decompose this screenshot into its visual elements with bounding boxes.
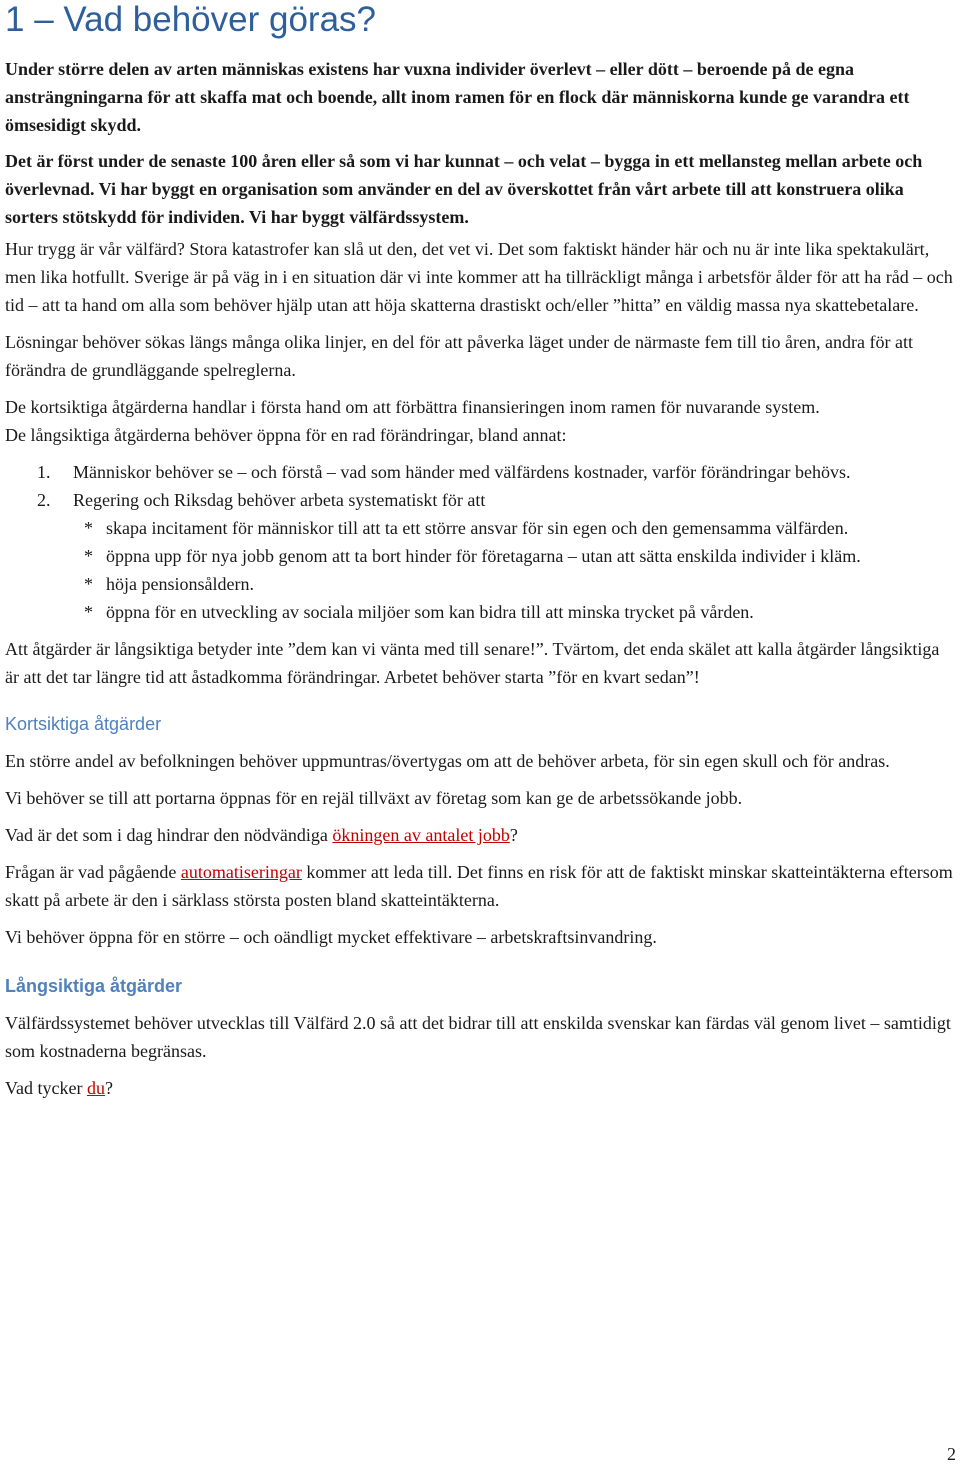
text-fragment: Vad är det som i dag hindrar den nödvändiga: [5, 825, 333, 845]
sub-list-item: [73, 542, 953, 570]
text-fragment: Frågan är vad pågående: [5, 862, 181, 882]
text-fragment: Vad tycker: [5, 1078, 87, 1098]
document-page: [5, 0, 953, 1102]
sub-list-item: [73, 570, 953, 598]
short-term-paragraph: De kortsiktiga åtgärderna handlar i första hand om att förbättra finansieringen inom ramen för nuvarande system.: [5, 397, 820, 417]
list-number: 1.: [37, 462, 51, 482]
list-item-text: Människor behöver se – och förstå – vad som händer med välfärdens kostnader, varför förändringar behövs.: [73, 462, 851, 482]
sub-list-text: öppna för en utveckling av sociala miljöer som kan bidra till att minska trycket på vården.: [106, 602, 754, 622]
short-term-text-3: [5, 821, 953, 849]
sub-list: [73, 514, 953, 626]
sub-list-text: skapa incitament för människor till att ta ett större ansvar för sin egen och den gemensamma välfärden.: [106, 518, 849, 538]
star-bullet: *: [84, 518, 93, 538]
list-number: 2.: [37, 490, 51, 510]
intro-paragraph-1: Under större delen av arten människas existens har vuxna individer överlevt – eller dött – beroende på de egna ansträngningarna för att skaffa mat och boende, allt inom ramen för en flock där människorna kunde ge varandra ett ömsesidigt skydd.: [5, 59, 910, 135]
short-term-text-5: Vi behöver öppna för en större – och oändligt mycket effektivare – arbetskraftsinvandring.: [5, 927, 657, 947]
wait-paragraph: Att åtgärder är långsiktiga betyder inte ”dem kan vi vänta med till senare!”. Tvärtom, det enda skälet att kalla åtgärder långsiktiga är att det tar längre tid att åstadkomma förändringar. Arbetet behöver starta ”för en kvart sedan”!: [5, 639, 940, 687]
sub-list-item: [73, 514, 953, 542]
star-bullet: *: [84, 546, 93, 566]
text-fragment: ?: [104, 1078, 113, 1098]
intro-paragraph-2: Det är först under de senaste 100 åren eller så som vi har kunnat – och velat – bygga in ett mellansteg mellan arbete och överlevnad. Vi har byggt en organisation som använder en del av överskottet från vårt arbete till att konstruera olika sorters stötskydd för individen. Vi har byggt välfärdssystem.: [5, 151, 923, 227]
sub-list-text: höja pensionsåldern.: [106, 574, 254, 594]
solutions-paragraph: Lösningar behöver sökas längs många olika linjer, en del för att påverka läget under de närmaste fem till tio åren, andra för att förändra de grundläggande spelreglerna.: [5, 332, 913, 380]
long-term-heading: Långsiktiga åtgärder: [5, 976, 183, 996]
text-fragment: kommer att leda till. Det finns en risk för att de faktiskt minskar skatteintäkterna eftersom skatt på arbete är den i särklass största posten bland skatteintäkterna.: [5, 862, 953, 910]
measures-list: [5, 458, 953, 626]
section-heading: 1 – Vad behöver göras?: [5, 0, 377, 39]
star-bullet: *: [84, 574, 93, 594]
list-item-text: Regering och Riksdag behöver arbeta systematiskt för att: [73, 490, 486, 510]
sub-list-text: öppna upp för nya jobb genom att ta bort hinder för företagarna – utan att sätta enskilda individer i kläm.: [106, 546, 861, 566]
short-term-text-2: Vi behöver se till att portarna öppnas för en rejäl tillväxt av företag som kan ge de arbetssökande jobb.: [5, 788, 743, 808]
long-term-text-2: [5, 1074, 953, 1102]
short-term-text-1: En större andel av befolkningen behöver uppmuntras/övertygas om att de behöver arbeta, för sin egen skull och för andras.: [5, 751, 890, 771]
text-fragment: ?: [509, 825, 518, 845]
short-term-text-4: [5, 858, 953, 914]
safety-paragraph: Hur trygg är vår välfärd? Stora katastrofer kan slå ut den, det vet vi. Det som faktiskt händer här och nu är inte lika spektakulärt, men lika hotfullt. Sverige är på väg in i en situation där vi inte kommer att ha tillräckligt många i arbetsför ålder för att ha råd – och tid – att ta hand om alla som behöver hjälp utan att höja skatterna drastiskt och/eller ”hitta” en väldig massa nya skattebetalare.: [5, 239, 953, 315]
short-term-heading: Kortsiktiga åtgärder: [5, 714, 162, 734]
jobs-link[interactable]: ökningen av antalet jobb: [332, 825, 510, 845]
list-item: [5, 458, 953, 486]
list-item: [5, 486, 953, 626]
page-number: 2: [947, 1444, 956, 1464]
you-link[interactable]: du: [86, 1078, 105, 1098]
automation-link[interactable]: automatiseringar: [180, 862, 302, 882]
star-bullet: *: [84, 602, 93, 622]
long-term-text-1: Välfärdssystemet behöver utvecklas till Välfärd 2.0 så att det bidrar till att enskilda svenskar kan färdas väl genom livet – samtidigt som kostnaderna begränsas.: [5, 1013, 951, 1061]
long-term-paragraph: De långsiktiga åtgärderna behöver öppna för en rad förändringar, bland annat:: [5, 425, 567, 445]
sub-list-item: [73, 598, 953, 626]
